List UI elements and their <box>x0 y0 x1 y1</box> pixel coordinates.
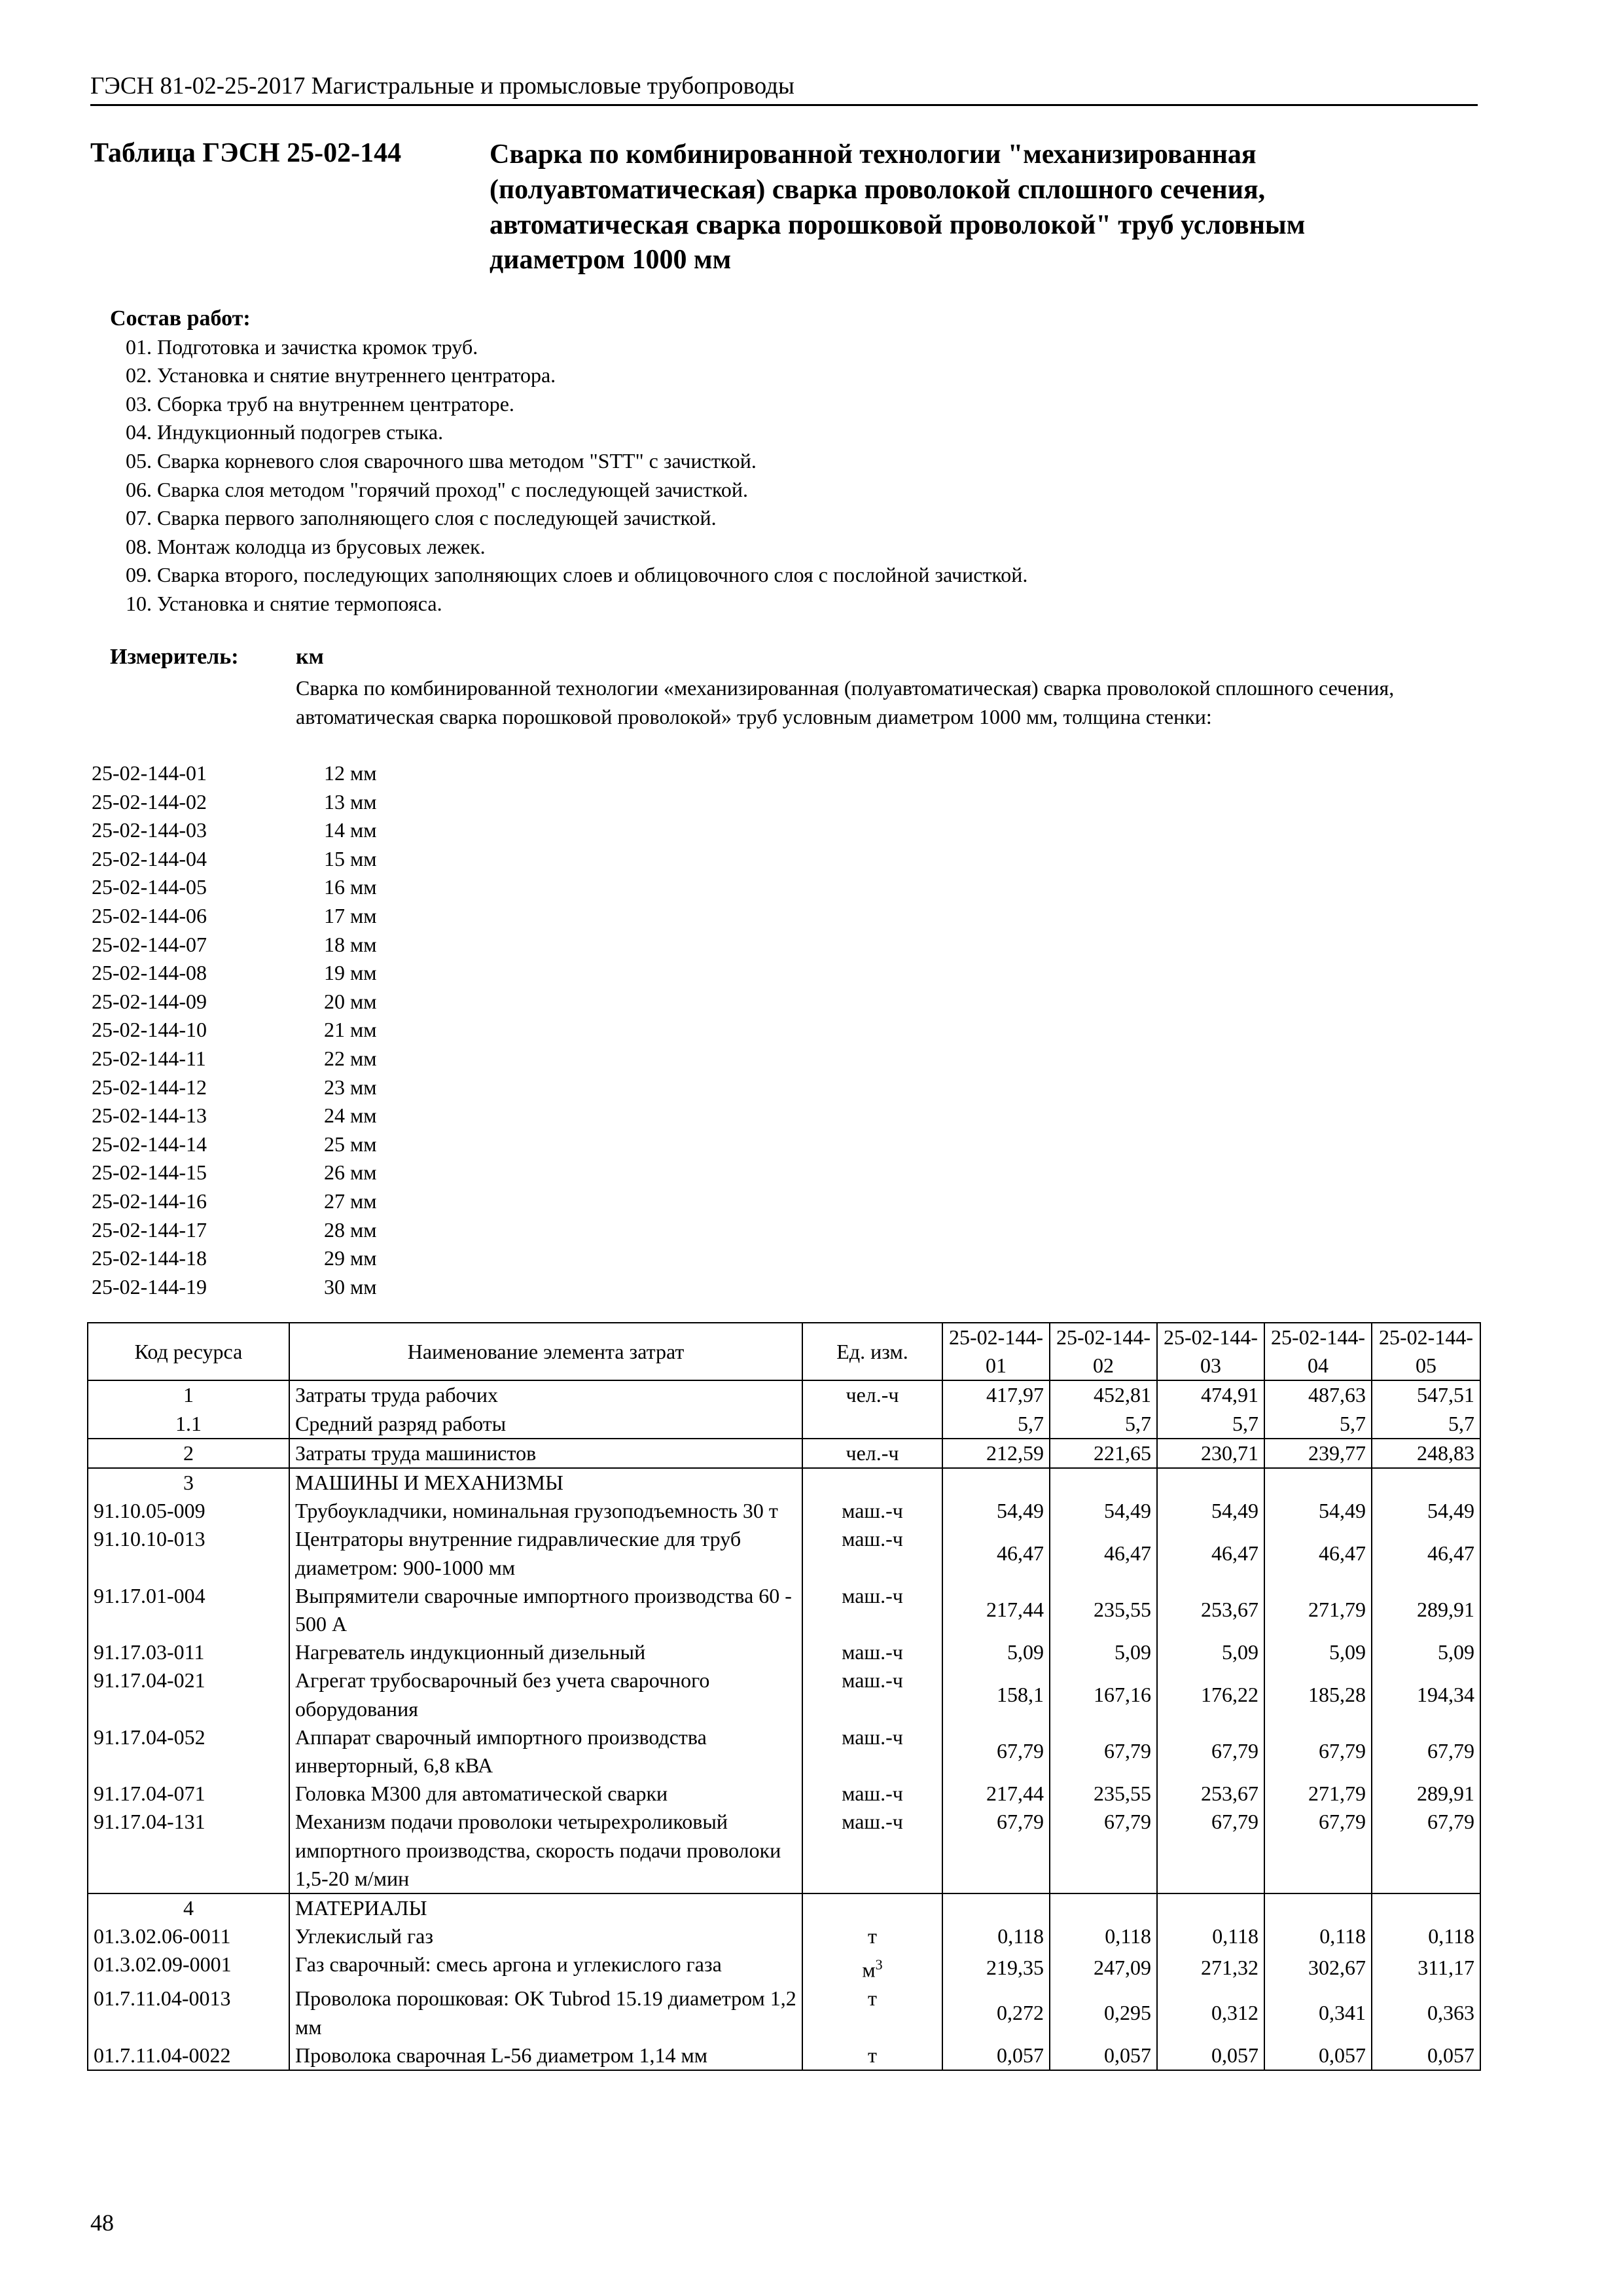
cell-code: 91.17.01-004 <box>88 1582 289 1638</box>
code-thickness: 27 мм <box>324 1189 377 1213</box>
code-row <box>92 845 377 874</box>
cell-code: 4 <box>88 1893 289 1922</box>
cell-value: 271,79 <box>1264 1582 1372 1638</box>
code-row <box>92 959 377 988</box>
cell-value: 46,47 <box>1050 1525 1157 1581</box>
cell-value <box>1264 1468 1372 1497</box>
cell-unit <box>802 1525 942 1581</box>
code-thickness: 19 мм <box>324 961 377 985</box>
composition-item: 05. Сварка корневого слоя сварочного шва методом "STT" с зачисткой. <box>126 448 757 473</box>
code-list <box>92 759 377 1301</box>
code-id: 25-02-144-06 <box>92 903 207 927</box>
cell-value: 67,79 <box>942 1723 1050 1780</box>
cell-value: 5,09 <box>1372 1638 1480 1666</box>
cell-value: 5,09 <box>1050 1638 1157 1666</box>
cell-value: 67,79 <box>1050 1723 1157 1780</box>
cell-unit <box>802 1893 942 1922</box>
cell-value: 0,118 <box>1264 1922 1372 1950</box>
cell-value: 5,7 <box>942 1410 1050 1439</box>
cell-value: 0,341 <box>1264 1984 1372 2041</box>
cell-code: 01.7.11.04-0022 <box>88 2041 289 2070</box>
cell-value: 219,35 <box>942 1950 1050 1984</box>
code-id: 25-02-144-11 <box>92 1046 206 1070</box>
cell-code: 91.10.10-013 <box>88 1525 289 1581</box>
code-row <box>92 759 377 788</box>
cell-value: 46,47 <box>1372 1525 1480 1581</box>
cell-unit <box>802 1410 942 1439</box>
code-row <box>92 1244 377 1273</box>
cell-value: 0,057 <box>1050 2041 1157 2070</box>
cell-value: 67,79 <box>1372 1808 1480 1893</box>
code-row <box>92 1130 377 1159</box>
code-row <box>92 1045 377 1073</box>
cell-code: 91.17.04-071 <box>88 1780 289 1808</box>
cell-value: 0,118 <box>1372 1922 1480 1950</box>
cell-value <box>1157 1468 1264 1497</box>
cell-name: Аппарат сварочный импортного производства инверторный, 6,8 кВА <box>289 1723 802 1780</box>
unit-text: т <box>868 2043 877 2067</box>
cell-name: Центраторы внутренние гидравлические для труб диаметром: 900-1000 мм <box>289 1525 802 1581</box>
code-row <box>92 873 377 902</box>
cell-value <box>1157 1893 1264 1922</box>
cell-value: 217,44 <box>942 1780 1050 1808</box>
code-thickness: 15 мм <box>324 846 377 870</box>
code-row <box>92 788 377 817</box>
cell-value: 185,28 <box>1264 1666 1372 1723</box>
cell-value: 0,363 <box>1372 1984 1480 2041</box>
cell-value: 46,47 <box>942 1525 1050 1581</box>
code-row <box>92 1158 377 1187</box>
cell-value <box>1264 1893 1372 1922</box>
cell-value: 212,59 <box>942 1439 1050 1468</box>
code-id: 25-02-144-10 <box>92 1018 207 1042</box>
code-thickness: 30 мм <box>324 1274 377 1299</box>
cell-name: Трубоукладчики, номинальная грузоподъемность 30 т <box>289 1497 802 1525</box>
table-description: Сварка по комбинированной технологии "механизированная (полуавтоматическая) сварка проволокой сплошного сечения, автоматическая сварка порошковой проволокой" труб условным диаметром 1000 мм <box>490 139 1306 276</box>
composition-title: Состав работ: <box>110 306 251 331</box>
code-thickness: 26 мм <box>324 1160 377 1185</box>
cell-code: 2 <box>88 1439 289 1468</box>
table-row <box>88 1497 1480 1525</box>
cell-value: 235,55 <box>1050 1582 1157 1638</box>
cell-unit <box>802 1439 942 1468</box>
code-id: 25-02-144-16 <box>92 1189 207 1213</box>
cell-value: 176,22 <box>1157 1666 1264 1723</box>
unit-text: маш.-ч <box>842 1583 903 1607</box>
cell-value: 0,118 <box>942 1922 1050 1950</box>
code-id: 25-02-144-05 <box>92 875 207 899</box>
cell-name: МАТЕРИАЛЫ <box>289 1893 802 1922</box>
cell-value: 54,49 <box>1264 1497 1372 1525</box>
table-row <box>88 1922 1480 1950</box>
header-code: Код ресурса <box>88 1323 289 1380</box>
cell-value: 417,97 <box>942 1380 1050 1409</box>
cell-code: 01.3.02.09-0001 <box>88 1950 289 1984</box>
table-row <box>88 1439 1480 1468</box>
cell-unit <box>802 1723 942 1780</box>
unit-text: чел.-ч <box>846 1383 899 1407</box>
unit-text: маш.-ч <box>842 1499 903 1523</box>
cell-name: Средний разряд работы <box>289 1410 802 1439</box>
cell-value: 487,63 <box>1264 1380 1372 1409</box>
table-row <box>88 1723 1480 1780</box>
code-row <box>92 816 377 845</box>
cell-code: 91.17.04-131 <box>88 1808 289 1893</box>
code-thickness: 17 мм <box>324 903 377 927</box>
code-row <box>92 1216 377 1245</box>
code-id: 25-02-144-19 <box>92 1274 207 1299</box>
unit-text: маш.-ч <box>842 1527 903 1551</box>
composition-item: 02. Установка и снятие внутреннего центратора. <box>126 363 556 387</box>
table-row <box>88 1780 1480 1808</box>
cell-value: 54,49 <box>1372 1497 1480 1525</box>
cell-name: Газ сварочный: смесь аргона и углекислого газа <box>289 1950 802 1984</box>
cell-value: 67,79 <box>1157 1723 1264 1780</box>
code-row <box>92 1102 377 1130</box>
cell-name: Углекислый газ <box>289 1922 802 1950</box>
measure-description: Сварка по комбинированной технологии «механизированная (полуавтоматическая) сварка проволокой сплошного сечения, автоматическая сварка порошковой проволокой» труб условным диаметром 1000 мм, толщина стенки: <box>296 676 1395 728</box>
cell-name: Затраты труда машинистов <box>289 1439 802 1468</box>
cell-code: 91.10.05-009 <box>88 1497 289 1525</box>
resource-table <box>87 1322 1481 2071</box>
page-header: ГЭСН 81-02-25-2017 Магистральные и промысловые трубопроводы <box>90 72 1478 106</box>
cell-value: 0,272 <box>942 1984 1050 2041</box>
code-row <box>92 988 377 1016</box>
cell-value: 46,47 <box>1157 1525 1264 1581</box>
code-row <box>92 1273 377 1302</box>
cell-value: 253,67 <box>1157 1780 1264 1808</box>
cell-value: 235,55 <box>1050 1780 1157 1808</box>
code-thickness: 24 мм <box>324 1103 377 1128</box>
cell-value: 167,16 <box>1050 1666 1157 1723</box>
table-row <box>88 2041 1480 2070</box>
code-row <box>92 902 377 931</box>
cell-unit <box>802 1984 942 2041</box>
cell-name: Затраты труда рабочих <box>289 1380 802 1409</box>
code-thickness: 22 мм <box>324 1046 377 1070</box>
cell-name: Механизм подачи проволоки четырехроликовый импортного производства, скорость подачи проволоки 1,5-20 м/мин <box>289 1808 802 1893</box>
cell-value: 253,67 <box>1157 1582 1264 1638</box>
cell-value: 54,49 <box>1157 1497 1264 1525</box>
header-col: 25-02-144-02 <box>1050 1323 1157 1380</box>
cell-unit <box>802 1582 942 1638</box>
cell-value <box>942 1893 1050 1922</box>
table-header-row <box>88 1323 1480 1380</box>
cell-code: 01.7.11.04-0013 <box>88 1984 289 2041</box>
code-id: 25-02-144-03 <box>92 818 207 842</box>
measure-unit: км <box>296 645 324 669</box>
code-row <box>92 1016 377 1045</box>
cell-value <box>1372 1468 1480 1497</box>
cell-value: 311,17 <box>1372 1950 1480 1984</box>
code-thickness: 18 мм <box>324 932 377 956</box>
code-thickness: 25 мм <box>324 1132 377 1156</box>
code-thickness: 28 мм <box>324 1217 377 1242</box>
table-title: Таблица ГЭСН 25-02-144 <box>90 138 402 168</box>
cell-name: Проволока сварочная L-56 диаметром 1,14 мм <box>289 2041 802 2070</box>
header-col: 25-02-144-03 <box>1157 1323 1264 1380</box>
cell-value: 289,91 <box>1372 1780 1480 1808</box>
cell-value: 0,295 <box>1050 1984 1157 2041</box>
cell-value: 67,79 <box>942 1808 1050 1893</box>
table-row <box>88 1582 1480 1638</box>
cell-value <box>1372 1893 1480 1922</box>
table-row <box>88 1950 1480 1984</box>
code-thickness: 12 мм <box>324 761 377 785</box>
table-row <box>88 1984 1480 2041</box>
code-id: 25-02-144-14 <box>92 1132 207 1156</box>
code-row <box>92 1187 377 1216</box>
code-thickness: 13 мм <box>324 789 377 814</box>
cell-value: 5,7 <box>1264 1410 1372 1439</box>
code-id: 25-02-144-01 <box>92 761 207 785</box>
cell-value: 0,118 <box>1157 1922 1264 1950</box>
cell-unit <box>802 2041 942 2070</box>
composition-item: 04. Индукционный подогрев стыка. <box>126 420 444 444</box>
cell-value: 217,44 <box>942 1582 1050 1638</box>
cell-value: 0,057 <box>1157 2041 1264 2070</box>
code-id: 25-02-144-17 <box>92 1217 207 1242</box>
code-id: 25-02-144-04 <box>92 846 207 870</box>
code-id: 25-02-144-13 <box>92 1103 207 1128</box>
unit-text: т <box>868 1924 877 1948</box>
table-row <box>88 1410 1480 1439</box>
cell-unit <box>802 1497 942 1525</box>
cell-value: 67,79 <box>1264 1723 1372 1780</box>
cell-value: 67,79 <box>1050 1808 1157 1893</box>
cell-code: 01.3.02.06-0011 <box>88 1922 289 1950</box>
cell-value: 452,81 <box>1050 1380 1157 1409</box>
cell-name: Головка М300 для автоматической сварки <box>289 1780 802 1808</box>
cell-code: 1 <box>88 1380 289 1409</box>
cell-value: 46,47 <box>1264 1525 1372 1581</box>
table-row <box>88 1666 1480 1723</box>
cell-value: 5,09 <box>1264 1638 1372 1666</box>
cell-value: 194,34 <box>1372 1666 1480 1723</box>
cell-value <box>942 1468 1050 1497</box>
code-thickness: 29 мм <box>324 1246 377 1270</box>
cell-unit <box>802 1666 942 1723</box>
cell-unit <box>802 1950 942 1984</box>
table-row <box>88 1468 1480 1497</box>
cell-value: 54,49 <box>1050 1497 1157 1525</box>
cell-code: 1.1 <box>88 1410 289 1439</box>
cell-value: 67,79 <box>1264 1808 1372 1893</box>
header-col: 25-02-144-01 <box>942 1323 1050 1380</box>
code-thickness: 20 мм <box>324 989 377 1013</box>
cell-value: 0,312 <box>1157 1984 1264 2041</box>
composition-item: 08. Монтаж колодца из брусовых лежек. <box>126 534 486 558</box>
cell-unit <box>802 1468 942 1497</box>
cell-name: Проволока порошковая: OK Tubrod 15.19 диаметром 1,2 мм <box>289 1984 802 2041</box>
cell-value: 158,1 <box>942 1666 1050 1723</box>
composition-item: 01. Подготовка и зачистка кромок труб. <box>126 334 478 359</box>
cell-value: 547,51 <box>1372 1380 1480 1409</box>
cell-value: 271,79 <box>1264 1780 1372 1808</box>
table-row <box>88 1893 1480 1922</box>
header-name: Наименование элемента затрат <box>289 1323 802 1380</box>
cell-value: 239,77 <box>1264 1439 1372 1468</box>
cell-unit <box>802 1780 942 1808</box>
cell-unit <box>802 1380 942 1409</box>
cell-value: 247,09 <box>1050 1950 1157 1984</box>
cell-value: 271,32 <box>1157 1950 1264 1984</box>
unit-text: маш.-ч <box>842 1782 903 1806</box>
cell-name: Выпрямители сварочные импортного производства 60 - 500 А <box>289 1582 802 1638</box>
cell-value: 67,79 <box>1372 1723 1480 1780</box>
composition-item: 09. Сварка второго, последующих заполняющих слоев и облицовочного слоя с послойной зачисткой. <box>126 563 1028 587</box>
code-id: 25-02-144-09 <box>92 989 207 1013</box>
cell-value: 230,71 <box>1157 1439 1264 1468</box>
unit-superscript: 3 <box>875 1956 883 1973</box>
unit-text: маш.-ч <box>842 1668 903 1693</box>
cell-unit <box>802 1922 942 1950</box>
cell-value: 248,83 <box>1372 1439 1480 1468</box>
cell-code: 91.17.03-011 <box>88 1638 289 1666</box>
code-id: 25-02-144-08 <box>92 961 207 985</box>
table-row <box>88 1380 1480 1409</box>
code-id: 25-02-144-07 <box>92 932 207 956</box>
code-thickness: 23 мм <box>324 1075 377 1099</box>
code-thickness: 21 мм <box>324 1018 377 1042</box>
code-id: 25-02-144-15 <box>92 1160 207 1185</box>
cell-code: 91.17.04-021 <box>88 1666 289 1723</box>
unit-text: маш.-ч <box>842 1810 903 1834</box>
unit-text: чел.-ч <box>846 1441 899 1465</box>
cell-value <box>1050 1893 1157 1922</box>
cell-value: 221,65 <box>1050 1439 1157 1468</box>
table-row <box>88 1525 1480 1581</box>
code-id: 25-02-144-18 <box>92 1246 207 1270</box>
cell-value: 0,118 <box>1050 1922 1157 1950</box>
header-col: 25-02-144-05 <box>1372 1323 1480 1380</box>
code-id: 25-02-144-12 <box>92 1075 207 1099</box>
work-composition <box>110 304 1027 619</box>
composition-item: 06. Сварка слоя методом "горячий проход" с последующей зачисткой. <box>126 477 749 501</box>
cell-name: Нагреватель индукционный дизельный <box>289 1638 802 1666</box>
cell-value: 54,49 <box>942 1497 1050 1525</box>
cell-unit <box>802 1638 942 1666</box>
measure-label: Измеритель: <box>110 645 239 669</box>
unit-text: маш.-ч <box>842 1725 903 1749</box>
cell-value: 474,91 <box>1157 1380 1264 1409</box>
table-row <box>88 1638 1480 1666</box>
cell-value: 0,057 <box>942 2041 1050 2070</box>
cell-value: 5,7 <box>1157 1410 1264 1439</box>
composition-item: 07. Сварка первого заполняющего слоя с последующей зачисткой. <box>126 506 717 530</box>
header-col: 25-02-144-04 <box>1264 1323 1372 1380</box>
cell-value: 5,7 <box>1372 1410 1480 1439</box>
code-row <box>92 1073 377 1102</box>
composition-item: 03. Сборка труб на внутреннем центраторе. <box>126 391 514 416</box>
cell-value: 5,09 <box>942 1638 1050 1666</box>
code-thickness: 16 мм <box>324 875 377 899</box>
cell-value: 289,91 <box>1372 1582 1480 1638</box>
cell-code: 91.17.04-052 <box>88 1723 289 1780</box>
code-row <box>92 931 377 960</box>
cell-value: 5,7 <box>1050 1410 1157 1439</box>
composition-item: 10. Установка и снятие термопояса. <box>126 591 442 615</box>
cell-value <box>1050 1468 1157 1497</box>
code-id: 25-02-144-02 <box>92 789 207 814</box>
unit-text: т <box>868 1986 877 2011</box>
page-number: 48 <box>90 2210 114 2236</box>
cell-value: 5,09 <box>1157 1638 1264 1666</box>
code-thickness: 14 мм <box>324 818 377 842</box>
cell-value: 67,79 <box>1157 1808 1264 1893</box>
cell-code: 3 <box>88 1468 289 1497</box>
unit-text: маш.-ч <box>842 1640 903 1664</box>
cell-value: 0,057 <box>1372 2041 1480 2070</box>
table-row <box>88 1808 1480 1893</box>
unit-text: м <box>862 1958 876 1982</box>
cell-value: 0,057 <box>1264 2041 1372 2070</box>
cell-value: 302,67 <box>1264 1950 1372 1984</box>
cell-name: МАШИНЫ И МЕХАНИЗМЫ <box>289 1468 802 1497</box>
cell-unit <box>802 1808 942 1893</box>
cell-name: Агрегат трубосварочный без учета сварочного оборудования <box>289 1666 802 1723</box>
header-unit: Ед. изм. <box>802 1323 942 1380</box>
